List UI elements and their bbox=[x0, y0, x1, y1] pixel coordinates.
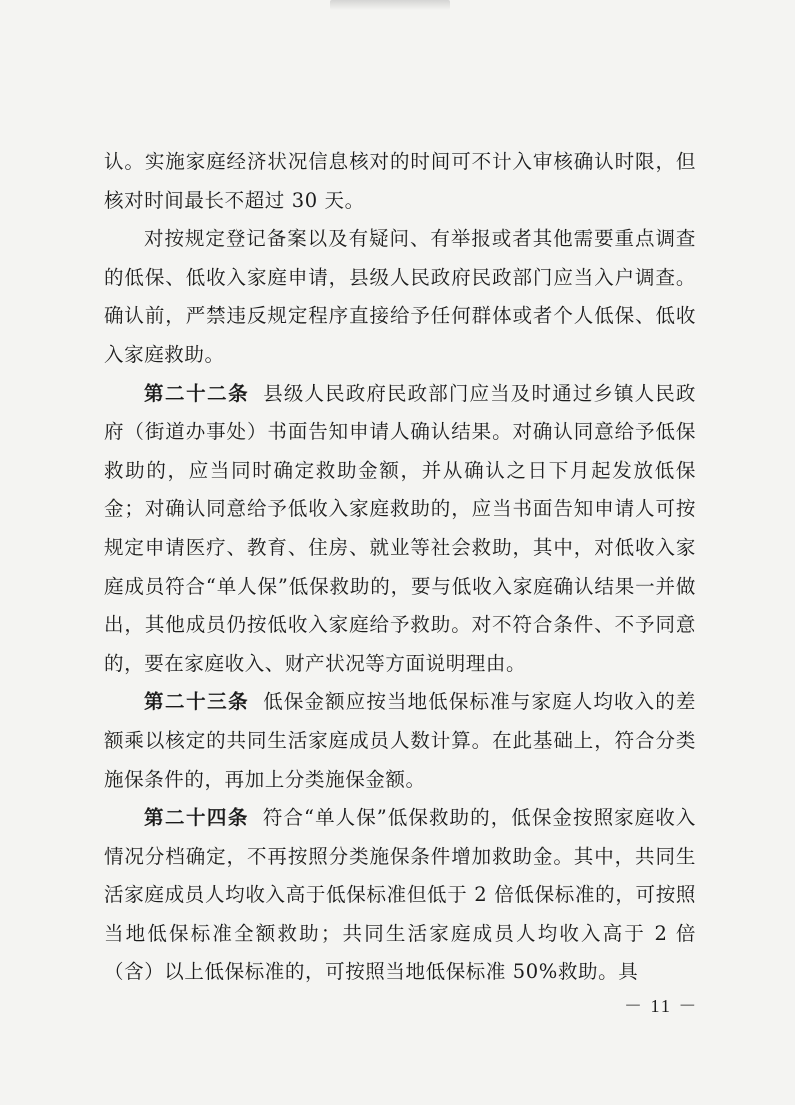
article-text: 县级人民政府民政部门应当及时通过乡镇人民政府（街道办事处）书面告知申请人确认结果。对确认同意给予低保救助的，应当同时确定救助金额，并从确认之日下月起发放低保金；对确认同意给予低收入家庭救助的，应当书面告知申请人可按规定申请医疗、教育、住房、就业等社会救助，其中，对低收入家庭成员符合“单人保”低保救助的，要与低收入家庭确认结果一并做出，其他成员仍按低收入家庭给予救助。对不符合条件、不予同意的，要在家庭收入、财产状况等方面说明理由。 bbox=[104, 381, 696, 675]
article-number: 第二十二条 bbox=[144, 381, 250, 405]
article-23 bbox=[104, 683, 696, 799]
paragraph-text: 对按规定登记备案以及有疑问、有举报或者其他需要重点调查的低保、低收入家庭申请，县级人民政府民政部门应当入户调查。确认前，严禁违反规定程序直接给予任何群体或者个人低保、低收入家庭救助。 bbox=[104, 227, 696, 366]
article-number: 第二十三条 bbox=[144, 690, 250, 714]
paragraph-household-verification bbox=[104, 220, 696, 374]
article-22 bbox=[104, 375, 696, 684]
paragraph-text: 认。实施家庭经济状况信息核对的时间可不计入审核确认时限，但核对时间最长不超过 30 天。 bbox=[104, 150, 696, 212]
scan-smudge bbox=[330, 0, 450, 10]
article-text: 低保金额应按当地低保标准与家庭人均收入的差额乘以核定的共同生活家庭成员人数计算。在此基础上，符合分类施保条件的，再加上分类施保金额。 bbox=[104, 690, 696, 791]
body-text bbox=[104, 143, 696, 992]
page-number: － 11 － bbox=[624, 996, 699, 1016]
article-number: 第二十四条 bbox=[144, 806, 249, 830]
paragraph-continuation bbox=[104, 143, 696, 220]
article-text: 符合“单人保”低保救助的，低保金按照家庭收入情况分档确定，不再按照分类施保条件增加救助金。其中，共同生活家庭成员人均收入高于低保标准但低于 2 倍低保标准的，可按照当地低保标准全额救助；共同生活家庭成员人均收入高于 2 倍（含）以上低保标准的，可按照当地低保标准 50%救助。具 bbox=[104, 806, 696, 984]
article-24 bbox=[104, 799, 696, 992]
